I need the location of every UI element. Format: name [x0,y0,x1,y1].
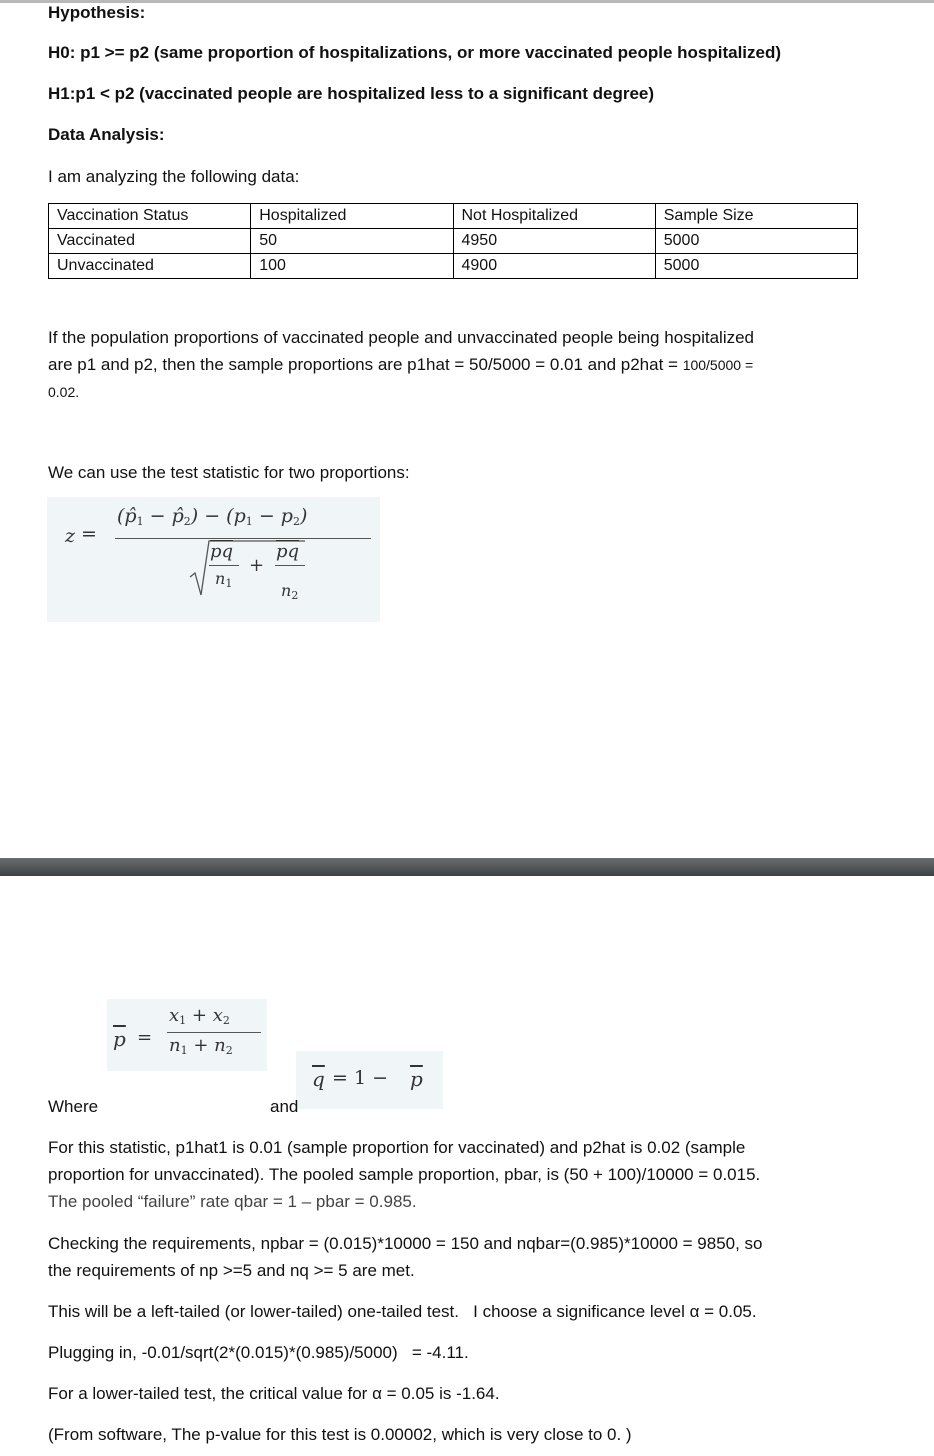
denominator-plus: + [193,1035,209,1056]
x2-letter: x [212,1005,223,1026]
numerator-sub: 1 [245,515,253,528]
numerator-part: ) − (p [190,505,246,527]
pbar-formula [107,999,267,1071]
proportions-paragraph [48,324,908,406]
numerator-part: (p̂ [117,505,137,527]
table-cell: 5000 [655,254,857,279]
numerator-sub: 2 [183,515,191,528]
proportions-line-2-text: are p1 and p2, then the sample proportions are p1hat = 50/5000 = 0.01 and p2hat = [48,355,683,374]
x2-sub: 2 [222,1014,230,1027]
test-stat-intro: We can use the test statistic for two proportions: [48,463,410,482]
intro-text: I am analyzing the following data: [48,167,300,186]
n1-sub: 1 [180,1044,188,1057]
statistic-paragraph [48,1134,918,1215]
qbar-symbol: $\overline{q}$ [312,1067,325,1091]
statistic-line-1: For this statistic, p1hat1 is 0.01 (sample proportion for vaccinated) and p2hat is 0.02 (sample [48,1138,746,1157]
requirements-line-1: Checking the requirements, npbar = (0.015)*10000 = 150 and nqbar=(0.985)*10000 = 9850, so [48,1234,763,1253]
numerator-part: − p [258,505,293,527]
pbar-equals: = [137,1027,153,1048]
table-row [49,229,858,254]
z-formula [47,497,380,622]
table-cell: Unvaccinated [49,254,251,279]
pq-1-bar [209,565,239,566]
z-equals: = [81,523,97,545]
qbar-pbar: $\overline{p}$ [410,1067,423,1091]
statistic-line-2: proportion for unvaccinated). The pooled sample proportion, pbar, is (50 + 100)/10000 = 0.015. [48,1165,761,1184]
proportions-line-3: 0.02. [48,384,80,400]
table-cell: 4950 [453,229,655,254]
pbar-fraction-bar [167,1032,261,1033]
hypothesis-heading: Hypothesis: [48,3,146,22]
table-cell: 5000 [655,229,857,254]
header-cell: Vaccination Status [49,204,251,229]
table-cell: 100 [251,254,453,279]
denominator-plus: + [249,555,265,576]
table-header-row [49,204,858,229]
x1-letter: x [169,1005,180,1026]
proportions-line-2 [48,351,908,379]
header-cell: Not Hospitalized [453,204,655,229]
n2-letter: n [214,1035,226,1056]
n1-sub: 1 [225,577,233,590]
qbar-rhs: = 1 − [332,1067,389,1089]
where-label: Where [48,1097,99,1116]
n1 [215,569,232,590]
page-separator [0,858,934,876]
statistic-line-3: The pooled “failure” rate qbar = 1 – pbar = 0.985. [48,1192,417,1211]
requirements-line-2: the requirements of np >=5 and nq >= 5 are met. [48,1261,415,1280]
n2 [281,581,298,602]
n2-sub: 2 [291,589,299,602]
data-analysis-heading: Data Analysis: [48,125,165,144]
qbar-formula [296,1051,443,1109]
z-symbol: z [65,525,76,547]
table-row [49,254,858,279]
pq-1: $\overline{pq}$ [210,541,234,562]
header-cell: Hospitalized [251,204,453,229]
p-value-paragraph: (From software, The p-value for this test is 0.00002, which is very close to 0. ) [48,1425,632,1444]
pbar-numerator [169,1005,230,1027]
requirements-paragraph [48,1230,918,1284]
data-table [48,203,858,279]
proportions-line-1: If the population proportions of vaccinated people and unvaccinated people being hospitalized [48,328,755,347]
header-cell: Sample Size [655,204,857,229]
numerator-plus: + [191,1005,207,1026]
n2-sub: 2 [225,1044,233,1057]
numerator-part: ) [299,505,308,527]
pq-2-bar [275,565,305,566]
proportions-line-2-small: 100/5000 = [682,357,754,373]
table-cell: 50 [251,229,453,254]
table-cell: 4900 [453,254,655,279]
table-cell: Vaccinated [49,229,251,254]
x1-sub: 1 [179,1014,187,1027]
critical-value-paragraph: For a lower-tailed test, the critical value for α = 0.05 is -1.64. [48,1384,500,1403]
tail-paragraph: This will be a left-tailed (or lower-tailed) one-tailed test. I choose a significance level α = 0.05. [48,1302,757,1321]
pbar-denominator [169,1035,233,1057]
h0-statement: H0: p1 >= p2 (same proportion of hospitalizations, or more vaccinated people hospitalized) [48,43,782,62]
numerator-minus: − [149,505,166,527]
pq-2: $\overline{pq}$ [276,541,300,562]
z-numerator [117,505,307,528]
n2-letter: n [281,581,292,600]
and-label: and [270,1097,299,1116]
n1-letter: n [215,569,226,588]
numerator-part: p̂ [171,505,184,527]
plugging-paragraph: Plugging in, -0.01/sqrt(2*(0.015)*(0.985)/5000) = -4.11. [48,1343,469,1362]
numerator-sub: 1 [136,515,144,528]
h1-statement: H1:p1 < p2 (vaccinated people are hospitalized less to a significant degree) [48,84,655,103]
numerator-sub: 2 [292,515,300,528]
pbar-symbol: $\overline{p}$ [113,1027,126,1051]
n1-letter: n [169,1035,181,1056]
